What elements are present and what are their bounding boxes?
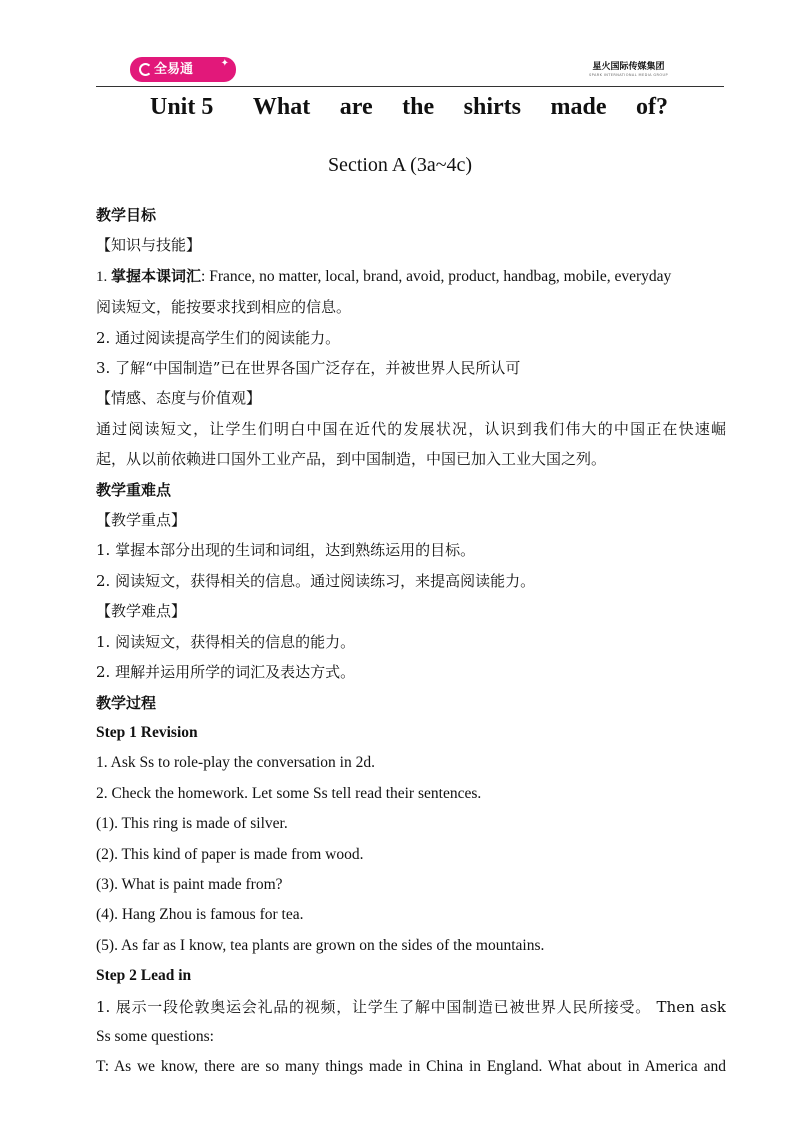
text-line: 起，从以前依赖进口国外工业产品，到中国制造，中国已加入工业大国之列。 xyxy=(96,450,607,469)
text-line: 2. Check the homework. Let some Ss tell read their sentences. xyxy=(96,784,482,802)
brand-logo xyxy=(130,57,236,82)
text-line: 通过阅读短文，让学生们明白中国在近代的发展状况，认识到我们伟大的中国正在快速崛 xyxy=(96,419,726,438)
publisher-mark xyxy=(589,62,668,78)
vocab-words: : France, no matter, local, brand, avoid, product, handbag, mobile, everyday xyxy=(201,267,672,285)
text-line: 2. 理解并运用所学的词汇及表达方式。 xyxy=(96,663,356,682)
header-divider xyxy=(96,86,724,87)
logo-star-icon: ✦ xyxy=(220,58,229,69)
vocab-line xyxy=(96,261,726,292)
title-word: Unit 5 xyxy=(150,94,214,120)
text-line: 【教学难点】 xyxy=(96,602,187,621)
text-line: 2. 通过阅读提高学生们的阅读能力。 xyxy=(96,328,341,347)
text-line: (1). This ring is made of silver. xyxy=(96,815,288,833)
text-line: 阅读短文，能按要求找到相应的信息。 xyxy=(96,298,352,317)
text-line: 3. 了解“中国制造”已在世界各国广泛存在，并被世界人民所认可 xyxy=(96,359,521,378)
text-line: (3). What is paint made from? xyxy=(96,875,283,893)
document-subtitle: Section A (3a~4c) xyxy=(327,154,473,176)
text-line: 【情感、态度与价值观】 xyxy=(96,389,262,408)
publisher-name-cn: 星火国际传媒集团 xyxy=(592,62,665,72)
text-line: (5). As far as I know, tea plants are grown on the sides of the mountains. xyxy=(96,936,545,954)
text-line: 【知识与技能】 xyxy=(96,236,202,255)
text-line: 2. 阅读短文，获得相关的信息。通过阅读练习，来提高阅读能力。 xyxy=(96,571,536,590)
document-title xyxy=(150,94,668,121)
title-word: shirts xyxy=(463,94,521,120)
section-heading: 教学重难点 xyxy=(96,480,172,499)
text-line: 1. 展示一段伦敦奥运会礼品的视频，让学生了解中国制造已被世界人民所接受。 Then ask xyxy=(96,997,726,1016)
section-heading: 教学过程 xyxy=(96,693,157,712)
logo-swirl-icon xyxy=(139,63,152,76)
logo-text: 全易通 xyxy=(154,62,194,77)
text-line: (2). This kind of paper is made from wood. xyxy=(96,845,364,863)
text-line: Ss some questions: xyxy=(96,1027,214,1045)
text-line: 1. Ask Ss to role-play the conversation in 2d. xyxy=(96,754,375,772)
title-word: of? xyxy=(636,94,668,120)
document-body xyxy=(96,200,726,1083)
title-word: are xyxy=(339,94,373,120)
text-line: 1. 掌握本部分出现的生词和词组，达到熟练运用的目标。 xyxy=(96,541,476,560)
item-number: 1. xyxy=(96,268,111,285)
section-heading: 教学目标 xyxy=(96,206,157,224)
text-line: T: As we know, there are so many things made in China in England. What about in America and xyxy=(96,1058,726,1076)
text-line: 1. 阅读短文，获得相关的信息的能力。 xyxy=(96,632,356,651)
publisher-name-en: SPARK INTERNATIONAL MEDIA GROUP xyxy=(589,73,668,77)
step-heading: Step 2 Lead in xyxy=(96,967,192,985)
text-line: 【教学重点】 xyxy=(96,511,187,530)
title-word: made xyxy=(550,94,607,120)
page-header xyxy=(96,54,724,88)
title-word: the xyxy=(402,94,435,120)
vocab-label: 掌握本课词汇 xyxy=(111,266,202,285)
step-heading: Step 1 Revision xyxy=(96,723,198,741)
text-line: (4). Hang Zhou is famous for tea. xyxy=(96,906,304,924)
title-word: What xyxy=(252,94,311,120)
